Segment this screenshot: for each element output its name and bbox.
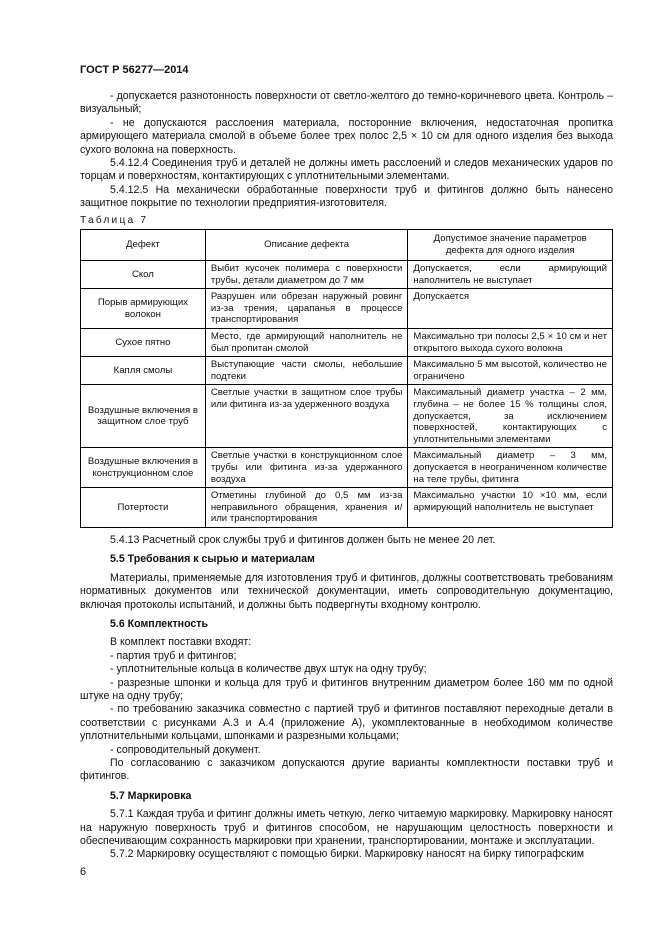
table-row	[81, 329, 613, 357]
description-cell: Выбит кусочек полимера с поверхности трубы, детали диаметром до 7 мм	[205, 261, 408, 289]
defect-cell: Порыв армирующих волокон	[81, 289, 206, 329]
page-content	[80, 90, 613, 862]
defect-cell: Скол	[81, 261, 206, 289]
table-row	[81, 261, 613, 289]
allowed-value-cell: Максимальный диаметр участка – 2 мм, глубина – не более 15 % толщины слоя, допускается, за исключением поверхностей, контактирующих с уплотнительными элементами	[408, 385, 613, 448]
paragraph-5-7-2: 5.7.2 Маркировку осуществляют с помощью бирки. Маркировку наносят на бирку типографским	[110, 848, 585, 861]
table-row	[81, 448, 613, 488]
list-item: - уплотнительные кольца в количестве двух штук на одну трубу;	[110, 663, 427, 676]
list-item: По согласованию с заказчиком допускаются другие варианты комплектности поставки труб и фитингов.	[80, 757, 613, 783]
paragraph-5-4-12-4: 5.4.12.4 Соединения труб и деталей не должны иметь расслоений и следов механических ударов по торцам и поверхностям, контактирующих с уплотнительными элементами.	[80, 157, 613, 183]
allowed-value-cell: Максимальный диаметр – 3 мм, допускается в неограниченном количестве на теле трубы, фитинга	[408, 448, 613, 488]
table-caption: Таблица 7	[80, 214, 149, 226]
section-title-5-7: 5.7 Маркировка	[110, 789, 192, 802]
header-allowed-value: Допустимое значение параметров дефекта для одного изделия	[408, 230, 613, 261]
table-row	[81, 488, 613, 528]
section-title-5-5: 5.5 Требования к сырью и материалам	[110, 553, 315, 566]
table-row	[81, 357, 613, 385]
allowed-value-cell: Допускается, если армирующий наполнитель не выступает	[408, 261, 613, 289]
description-cell: Выступающие части смолы, небольшие подтеки	[205, 357, 408, 385]
description-cell: Место, где армирующий наполнитель не был пропитан смолой	[205, 329, 408, 357]
paragraph-5-4-12-5: 5.4.12.5 На механически обработанные поверхности труб и фитингов должно быть нанесено защитное покрытие по технологии предприятия-изготовителя.	[80, 183, 613, 210]
allowed-value-cell: Максимально 5 мм высотой, количество не ограничено	[408, 357, 613, 385]
table-row	[81, 289, 613, 329]
defect-cell: Сухое пятно	[81, 329, 206, 357]
allowed-value-cell: Максимально три полосы 2,5 × 10 см и нет открытого выхода сухого волокна	[408, 329, 613, 357]
paragraph-5-4-13: 5.4.13 Расчетный срок службы труб и фитингов должен быть не менее 20 лет.	[110, 533, 496, 546]
paragraph-delamination: - не допускаются расслоения материала, посторонние включения, недостаточная пропитка армирующего материала смолой в объеме более трех полос 2,5 × 10 см для одного изделия без выхода сухого волокна на поверхность.	[80, 116, 613, 156]
defect-cell: Воздушные включения в защитном слое труб	[81, 385, 206, 448]
list-item: - сопроводительный документ.	[110, 743, 261, 756]
list-item: - по требованию заказчика совместно с партией труб и фитингов поставляют переходные детали в соответствии с рисунками А.3 и А.4 (приложение А), укомплектованные в необходимом количестве уплотнительными кольцами, шпонками и разрезными кольцами;	[80, 703, 613, 743]
paragraph-color-tolerance: - допускается разнотонность поверхности от светло-желтого до темно-коричневого цвета. Контроль – визуальный;	[80, 90, 613, 116]
description-cell: Разрушен или обрезан наружный ровинг из-за трения, царапанья в процессе транспортирования	[205, 289, 408, 329]
paragraph-5-7-1: 5.7.1 Каждая труба и фитинг должны иметь четкую, легко читаемую маркировку. Маркировку наносят на наружную поверхность труб и фитингов способом, не нарушающим целостность поверхности и обеспечивающим сохранность маркировки при хранении, транспортировании, монтаже и эксплуатации.	[80, 808, 613, 848]
allowed-value-cell: Допускается	[408, 289, 613, 329]
paragraph-materials: Материалы, применяемые для изготовления труб и фитингов, должны соответствовать требованиям нормативных документов или технической документации, иметь сопроводительную документацию, включая протоколы испытаний, и должны быть подвергнуты входному контролю.	[80, 571, 613, 611]
defects-table	[80, 229, 613, 528]
table-row	[81, 385, 613, 448]
defect-cell: Капля смолы	[81, 357, 206, 385]
table-header-row	[81, 230, 613, 261]
description-cell: Светлые участки в защитном слое трубы или фитинга из-за удерженного воздуха	[205, 385, 408, 448]
document-header: ГОСТ Р 56277—2014	[80, 64, 189, 76]
list-item: - разрезные шпонки и кольца для труб и фитингов внутренним диаметром более 160 мм по одной штуке на одну трубу;	[80, 676, 613, 702]
defect-cell: Воздушные включения в конструкционном слое	[81, 448, 206, 488]
page-number: 6	[80, 866, 87, 878]
allowed-value-cell: Максимально участки 10 ×10 мм, если армирующий наполнитель не выступает	[408, 488, 613, 528]
list-item: В комплект поставки входят:	[110, 636, 252, 649]
description-cell: Светлые участки в конструкционном слое трубы или фитинга из-за удержанного воздуха	[205, 448, 408, 488]
defect-cell: Потертости	[81, 488, 206, 528]
description-cell: Отметины глубиной до 0,5 мм из-за неправильного обращения, хранения и/или транспортирования	[205, 488, 408, 528]
list-item: - партия труб и фитингов;	[110, 649, 237, 662]
header-description: Описание дефекта	[205, 230, 408, 261]
section-title-5-6: 5.6 Комплектность	[110, 617, 208, 630]
header-defect: Дефект	[81, 230, 206, 261]
